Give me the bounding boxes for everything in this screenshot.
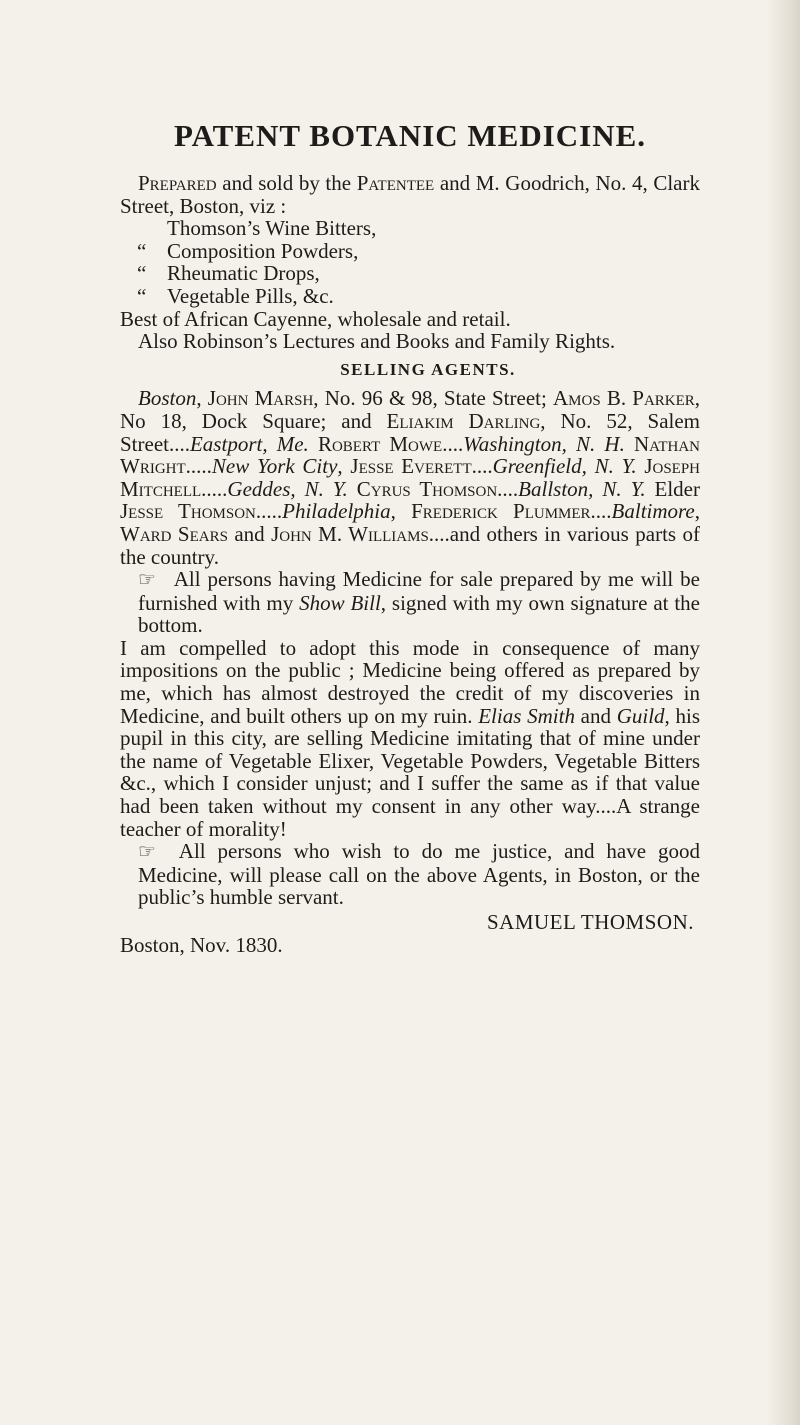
show-bill-term: Show Bill: [299, 590, 381, 615]
product-item: [120, 217, 700, 240]
signature: SAMUEL THOMSON.: [486, 910, 694, 934]
justice-notice: [120, 840, 700, 909]
agent-name: Joseph Mitchell: [120, 454, 700, 501]
text-run: All persons having Medicine for sale prepared by me will be furnished with my: [138, 567, 700, 615]
intro-text: and sold by the: [216, 171, 357, 195]
robinson-line: Also Robinson’s Lectures and Books and Family Rights.: [138, 329, 616, 354]
text-run: .....: [201, 476, 228, 501]
text-run: .....: [185, 454, 212, 479]
advertisement-body: [120, 172, 700, 956]
text-run: , No. 52, Salem Street....: [120, 408, 701, 456]
place-boston: Boston: [138, 386, 197, 411]
text-run: ,: [196, 386, 208, 411]
text-run: [625, 432, 634, 456]
place-name: Geddes, N. Y.: [227, 476, 348, 501]
agents-paragraph: [120, 387, 700, 568]
product-item: [120, 262, 700, 285]
product-name: Composition Powders,: [167, 238, 359, 263]
text-run: I am compelled to adopt this mode in consequence of many impositions on the public ; Medicine being offered as prepared by me, which has almost destroyed the credit of my discoveries in Medicine, and built others up on my ruin.: [120, 635, 700, 728]
text-run: Elder: [645, 476, 700, 501]
agent-name: Eliakim Darling: [386, 408, 541, 433]
text-run: .....: [255, 499, 283, 524]
place-name: Washington, N. H.: [463, 431, 625, 456]
selling-agents-heading: SELLING AGENTS.: [340, 359, 516, 379]
intro-address: and M. Goodrich, No. 4, Clark Street, Boston, viz :: [120, 171, 700, 218]
agent-name: John Marsh: [207, 386, 314, 411]
text-run: ,: [390, 499, 412, 524]
text-run: , signed with my own signature at the bottom.: [138, 590, 701, 638]
product-name: Vegetable Pills, &c.: [167, 283, 334, 308]
text-run: [309, 432, 318, 456]
impositions-paragraph: [120, 637, 700, 840]
pointing-hand-icon: ☞: [138, 841, 156, 864]
ditto-mark: “: [137, 283, 147, 308]
cayenne-line: Best of African Cayenne, wholesale and retail.: [120, 306, 511, 331]
place-name: Eastport, Me.: [189, 431, 309, 456]
text-run: , No 18, Dock Square; and: [120, 386, 701, 433]
intro-paragraph: [120, 172, 700, 217]
place-name: New York City: [211, 454, 338, 479]
product-item: [120, 285, 700, 308]
agent-name: Robert Mowe: [317, 431, 443, 456]
agent-name: Ward Sears: [120, 521, 228, 546]
place-name: Baltimore: [611, 499, 695, 524]
product-item: [120, 240, 700, 263]
text-run: ....: [442, 431, 464, 456]
text-run: ,: [694, 499, 701, 524]
patentee-word: Patentee: [356, 171, 435, 195]
place-name: Ballston, N. Y.: [518, 476, 646, 501]
agent-name: Amos B. Parker: [553, 386, 695, 411]
page-title: PATENT BOTANIC MEDICINE.: [173, 118, 647, 153]
text-run: ....: [497, 476, 519, 501]
agent-name: Frederick Plummer: [411, 499, 591, 524]
agent-name: Nathan Wright: [120, 431, 700, 479]
text-run: ....: [590, 499, 612, 524]
ditto-mark: “: [137, 261, 147, 286]
place-name: Greenfield, N. Y.: [492, 454, 637, 479]
text-run: ....and others in various parts of the country.: [120, 521, 700, 569]
product-name: Thomson’s Wine Bitters,: [167, 216, 377, 241]
product-name: Rheumatic Drops,: [167, 261, 320, 286]
agent-name: Jesse Everett: [350, 454, 472, 479]
text-run: [348, 477, 357, 501]
place-name: Philadelphia: [282, 499, 391, 524]
text-run: and: [574, 703, 617, 728]
pointing-hand-icon: ☞: [138, 569, 156, 592]
text-run: All persons who wish to do me justice, and have good Medicine, will please call on the above Agents, in Boston, or the public’s humble servant.: [138, 839, 700, 910]
text-run: ,: [337, 454, 351, 479]
page-gutter-shadow: [766, 0, 800, 1425]
person-name: Elias Smith: [478, 703, 575, 728]
text-run: ....: [471, 454, 493, 479]
ditto-mark: “: [137, 238, 147, 263]
agent-name: Jesse Thomson: [120, 499, 256, 524]
person-name: Guild: [616, 703, 665, 728]
text-run: , No. 96 & 98, State Street;: [313, 386, 553, 411]
prepared-lead: Prepared: [138, 171, 217, 195]
agent-name: Cyrus Thomson: [356, 476, 498, 501]
agent-name: John M. Williams: [271, 521, 429, 546]
text-run: and: [227, 521, 272, 546]
dateline: Boston, Nov. 1830.: [120, 932, 283, 957]
text-run: , his pupil in this city, are selling Medicine imitating that of mine under the name of Vegetable Elixer, Vegetable Powders, Vegetable Bitters &c., which I consider unjust; and I suffer the same as if that value had been taken without my consent in any other way....A strange teacher of morality!: [120, 703, 700, 841]
show-bill-notice: [120, 568, 700, 637]
